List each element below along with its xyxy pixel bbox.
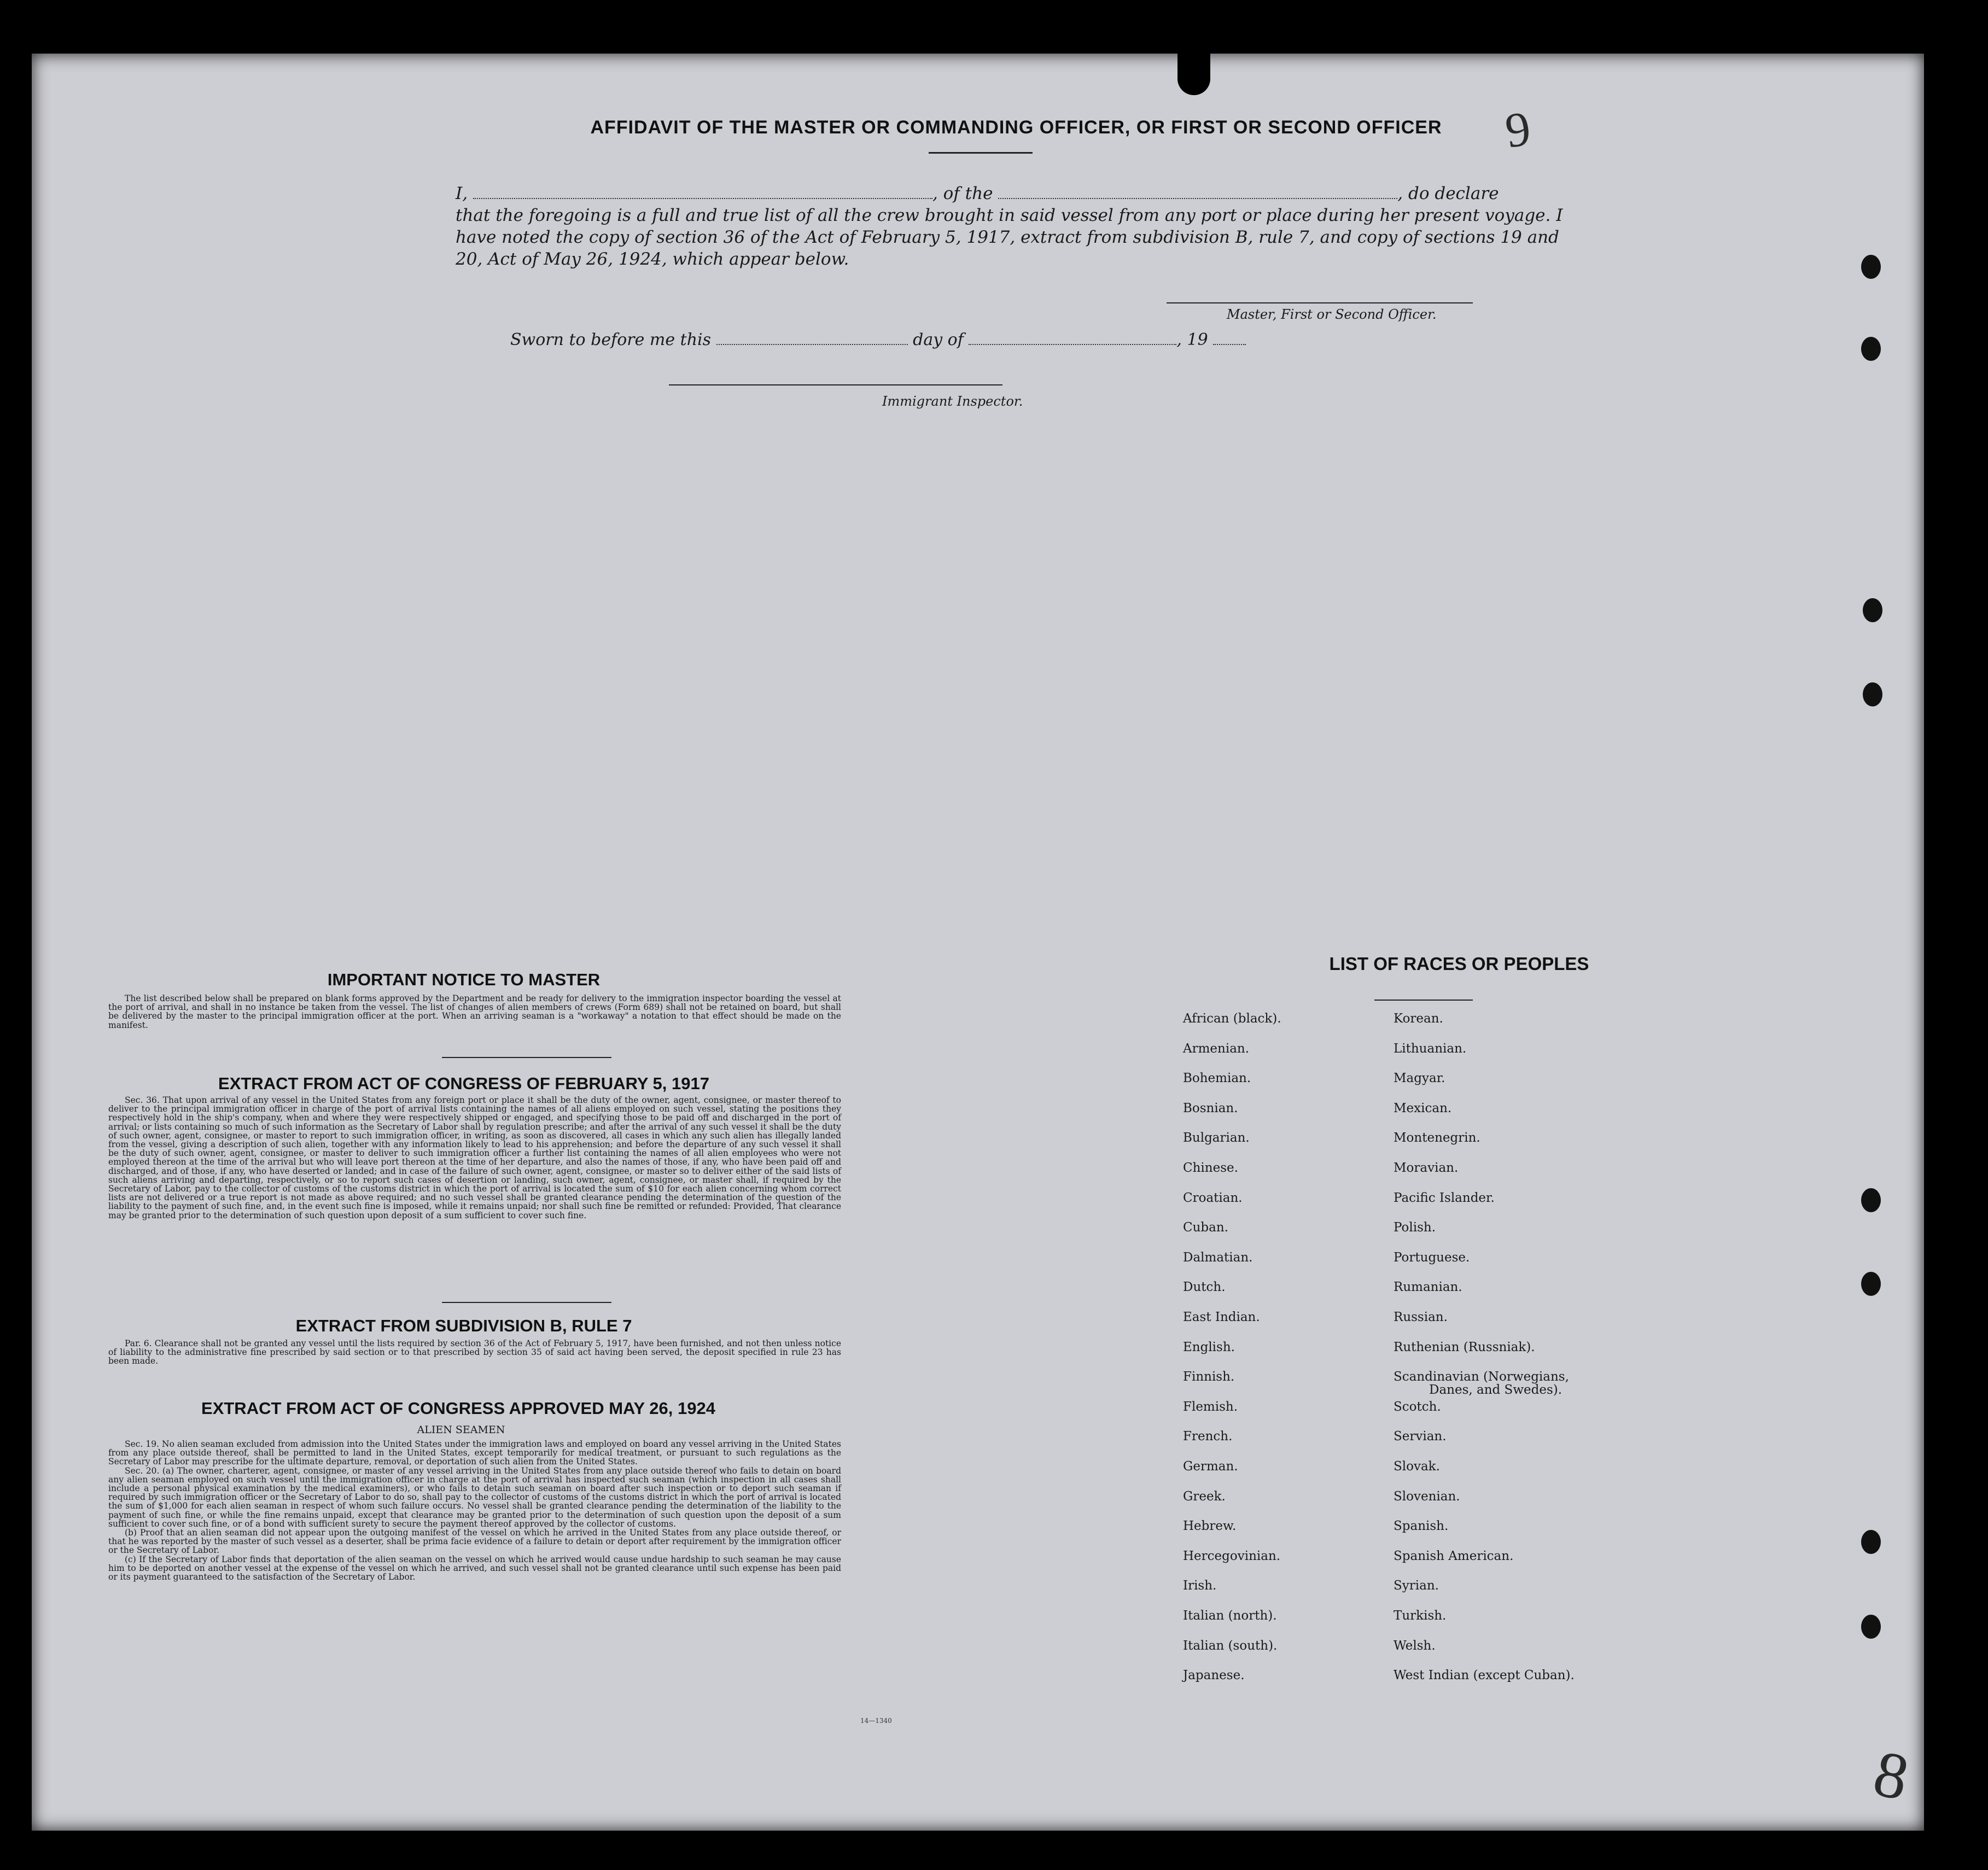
race-item: Montenegrin. bbox=[1394, 1131, 1480, 1146]
race-item: Scotch. bbox=[1394, 1399, 1441, 1414]
race-item: Rumanian. bbox=[1394, 1280, 1462, 1295]
race-item: Japanese. bbox=[1183, 1668, 1245, 1683]
race-item: Italian (north). bbox=[1183, 1609, 1277, 1623]
top-notch bbox=[1177, 54, 1210, 95]
race-item: Bohemian. bbox=[1183, 1071, 1251, 1086]
race-item: French. bbox=[1183, 1429, 1233, 1444]
race-item: Slovak. bbox=[1394, 1459, 1440, 1474]
extract-1917-rule bbox=[442, 1302, 611, 1303]
race-item: Spanish. bbox=[1394, 1519, 1449, 1534]
race-item: Turkish. bbox=[1394, 1609, 1447, 1623]
binder-hole bbox=[1861, 337, 1881, 361]
document-sheet bbox=[32, 54, 1924, 1831]
binder-hole bbox=[1861, 1272, 1881, 1296]
binder-hole bbox=[1861, 1530, 1881, 1554]
race-item: Portuguese. bbox=[1394, 1250, 1470, 1265]
declaration-body: that the foregoing is a full and true list of all the crew brought in said vessel from any port or place during her present voyage. I have noted the copy of section 36 of the Act of February 5, 1917, extract from subdivision B, rule 7, and copy of sections 19 and 20, Act of May 26, 1924, which appear below. bbox=[456, 206, 1563, 269]
race-item: Dalmatian. bbox=[1183, 1250, 1253, 1265]
notice-paragraph: The list described below shall be prepared on blank forms approved by the Department and be ready for delivery to the immigration inspector boarding the vessel at the port of arrival, and shall in no instance be taken from the vessel. The list of changes of alien members of crews (Form 689) shall not be retained on board, but shall be delivered by the master to the principal immigration officer at the port. When an arriving seaman is a "workaway" a notation to that effect should be made on the manifest. bbox=[108, 994, 841, 1030]
race-item: Mexican. bbox=[1394, 1101, 1452, 1115]
race-item: Servian. bbox=[1394, 1429, 1447, 1444]
title-rule bbox=[929, 152, 1033, 154]
sworn-day-of: day of bbox=[913, 330, 964, 349]
sworn-line bbox=[510, 330, 1246, 349]
section-20c-paragraph: (c) If the Secretary of Labor finds that deportation of the alien seaman on the vessel on which he arrived would cause undue hardship to such seaman he may cause him to be deported on another vessel at the expense of the vessel on which he arrived, and such vessel shall not be granted clearance until such expense has been paid or its payment guaranteed to the satisfaction of the Secretary of Labor. bbox=[108, 1554, 841, 1582]
alien-seamen-subtitle: ALIEN SEAMEN bbox=[417, 1424, 505, 1436]
races-title: LIST OF RACES OR PEOPLES bbox=[1329, 954, 1589, 974]
race-item-continuation: Danes, and Swedes). bbox=[1429, 1383, 1563, 1398]
extract-1924-title: EXTRACT FROM ACT OF CONGRESS APPROVED MAY 26, 1924 bbox=[201, 1399, 715, 1418]
race-item: Russian. bbox=[1394, 1310, 1448, 1324]
section-19-paragraph: Sec. 19. No alien seaman excluded from admission into the United States under the immigration laws and employed on board any vessel arriving in the United States from any place outside thereof, shall be permitted to land in the United States, except temporarily for medical treatment, or pursuant to such regulations as the Secretary of Labor may prescribe for the ultimate departure, removal, or deportation of such alien from the United States. bbox=[108, 1439, 841, 1467]
race-item: Flemish. bbox=[1183, 1399, 1238, 1414]
notice-text bbox=[108, 994, 841, 1030]
sworn-year-blank bbox=[1213, 330, 1246, 345]
race-item: Moravian. bbox=[1394, 1161, 1459, 1175]
notice-rule bbox=[442, 1057, 611, 1058]
master-label: Master, First or Second Officer. bbox=[1227, 307, 1437, 322]
extract-1924-text bbox=[108, 1440, 841, 1581]
handwritten-corner-mark: 8 bbox=[1867, 1736, 1915, 1814]
binder-hole bbox=[1863, 598, 1882, 622]
race-item: German. bbox=[1183, 1459, 1238, 1474]
race-item: Korean. bbox=[1394, 1012, 1443, 1026]
declaration-i: I, bbox=[456, 184, 468, 203]
race-item: East Indian. bbox=[1183, 1310, 1260, 1324]
extract-rule7-title: EXTRACT FROM SUBDIVISION B, RULE 7 bbox=[295, 1316, 632, 1335]
race-item: Finnish. bbox=[1183, 1370, 1235, 1384]
race-item: Chinese. bbox=[1183, 1161, 1238, 1175]
inspector-signature-line bbox=[669, 384, 1002, 385]
race-item: Pacific Islander. bbox=[1394, 1190, 1495, 1205]
section-36-paragraph: Sec. 36. That upon arrival of any vessel in the United States from any foreign port or place it shall be the duty of the owner, agent, consignee, or master thereof to deliver to the principal immigration officer in charge of the port of arrival lists containing the names of all aliens employed on such vessel, stating the positions they respectively hold in the ship's company, when and where they were respectively shipped or engaged, and specifying those to be paid off and discharged in the port of arrival; or lists containing so much of such information as the Secretary of Labor shall by regulation prescribe; and after the arrival of any such vessel it shall be the duty of such owner, agent, consignee, or master to report to such immigration officer, in writing, as soon as discovered, all cases in which any such alien has illegally landed from the vessel, giving a description of such alien, together with any information likely to lead to his apprehension; and before the departure of any such vessel it shall be the duty of such owner, agent, consignee, or master to deliver to such immigration officer a further list containing the names of all alien employees who were not employed thereon at the time of the arrival but who will leave port thereon at the time of her departure, and also the names of those, if any, who have been paid off and discharged, and of those, if any, who have deserted or landed; and in case of the failure of such owner, agent, consignee, or master so to deliver either of the said lists of such aliens arriving and departing, respectively, or so to report such cases of desertion or landing, such owner, agent, consignee, or master shall, if required by the Secretary of Labor, pay to the collector of customs of the customs district in which the port of arrival is located the sum of $10 for each alien concerning whom correct lists are not delivered or a true report is not made as above required; and no such vessel shall be granted clearance pending the determination of the question of the liability to the payment of such fine, and, in the event such fine is imposed, while it remains unpaid; nor shall such fine be remitted or refunded: Provided, That clearance may be granted prior to the determination of such question upon deposit of a sum sufficient to cover such fine. bbox=[108, 1095, 841, 1220]
binder-hole bbox=[1861, 1615, 1881, 1639]
extract-1917-text bbox=[108, 1096, 841, 1220]
race-item: Syrian. bbox=[1394, 1579, 1439, 1593]
race-item: Cuban. bbox=[1183, 1220, 1228, 1235]
sworn-text: Sworn to before me this bbox=[510, 330, 712, 349]
bleed-through-crew-table bbox=[513, 425, 1880, 1136]
notice-title: IMPORTANT NOTICE TO MASTER bbox=[327, 970, 601, 989]
race-item: Greek. bbox=[1183, 1489, 1226, 1504]
declaration-line bbox=[456, 183, 1571, 204]
declaration-of-the: , of the bbox=[932, 184, 993, 203]
race-item: African (black). bbox=[1183, 1012, 1281, 1026]
race-item: Dutch. bbox=[1183, 1280, 1226, 1295]
race-item: Ruthenian (Russniak). bbox=[1394, 1340, 1535, 1354]
race-item: Bosnian. bbox=[1183, 1101, 1238, 1115]
race-item: Scandinavian (Norwegians, bbox=[1394, 1370, 1569, 1384]
binder-hole bbox=[1863, 682, 1882, 706]
race-item: Hercegovinian. bbox=[1183, 1548, 1281, 1563]
sworn-month-blank bbox=[969, 330, 1176, 345]
section-20a-paragraph: Sec. 20. (a) The owner, charterer, agent, consignee, or master of any vessel arriving in the United States from any place outside thereof who fails to detain on board any alien seaman employed on such vessel until the immigration officer in charge at the port of arrival has inspected such seaman (which inspection in all cases shall include a personal physical examination by the medical examiners), or who fails to detain such seaman on board after such inspection or to deport such seaman if required by such immigration officer or the Secretary of Labor to do so, shall pay to the collector of customs of the customs district in which the port of arrival is located the sum of $1,000 for each alien seaman in respect of whom such failure occurs. No vessel shall be granted clearance pending the determination of the liability to the payment of such fine, or while the fine remains unpaid, except that clearance may be granted prior to the determination of such question upon the deposit of a sum sufficient to cover such fine, or of a bond with sufficient surety to secure the payment thereof approved by the collector of customs. bbox=[108, 1465, 841, 1529]
race-item: Magyar. bbox=[1394, 1071, 1445, 1086]
race-item: Italian (south). bbox=[1183, 1638, 1278, 1653]
binder-hole bbox=[1861, 1188, 1881, 1212]
races-rule bbox=[1374, 1000, 1473, 1001]
race-item: Welsh. bbox=[1394, 1638, 1436, 1653]
race-item: Armenian. bbox=[1183, 1041, 1250, 1056]
sworn-day-blank bbox=[716, 330, 908, 345]
master-signature-line bbox=[1167, 302, 1473, 303]
name-blank bbox=[473, 184, 932, 199]
race-item: Lithuanian. bbox=[1394, 1041, 1467, 1056]
race-item: Polish. bbox=[1394, 1220, 1436, 1235]
extract-1917-title: EXTRACT FROM ACT OF CONGRESS OF FEBRUARY 5, 1917 bbox=[218, 1074, 709, 1093]
handwritten-sheet-number: 9 bbox=[1502, 101, 1534, 159]
race-item: Croatian. bbox=[1183, 1190, 1243, 1205]
race-item: Bulgarian. bbox=[1183, 1131, 1250, 1146]
race-item: Hebrew. bbox=[1183, 1519, 1237, 1534]
vessel-blank bbox=[998, 184, 1397, 199]
declaration-do-declare: , do declare bbox=[1397, 184, 1499, 203]
par-6-paragraph: Par. 6. Clearance shall not be granted any vessel until the lists required by section 36 of the Act of February 5, 1917, have been furnished, and not then unless notice of liability to the administrative fine prescribed by said section or to that prescribed by section 35 of said act having been served, the deposit specified in rule 23 has been made. bbox=[108, 1339, 841, 1366]
race-item: Slovenian. bbox=[1394, 1489, 1460, 1504]
race-item: West Indian (except Cuban). bbox=[1394, 1668, 1575, 1683]
extract-rule7-text bbox=[108, 1339, 841, 1366]
race-item: Irish. bbox=[1183, 1579, 1217, 1593]
binder-hole bbox=[1861, 255, 1881, 279]
race-item: Spanish American. bbox=[1394, 1548, 1514, 1563]
sworn-year: , 19 bbox=[1176, 330, 1208, 349]
inspector-label: Immigrant Inspector. bbox=[882, 394, 1023, 409]
affidavit-text bbox=[456, 183, 1571, 270]
affidavit-title: AFFIDAVIT OF THE MASTER OR COMMANDING OFFICER, OR FIRST OR SECOND OFFICER bbox=[590, 117, 1442, 138]
form-number: 14—1340 bbox=[860, 1717, 892, 1725]
race-item: English. bbox=[1183, 1340, 1235, 1354]
section-20b-paragraph: (b) Proof that an alien seaman did not appear upon the outgoing manifest of the vessel on which he arrived in the United States from any place outside thereof, or that he was reported by the master of such vessel as a deserter, shall be prima facie evidence of a failure to detain or deport after requirement by the immigration officer or the Secretary of Labor. bbox=[108, 1528, 841, 1556]
